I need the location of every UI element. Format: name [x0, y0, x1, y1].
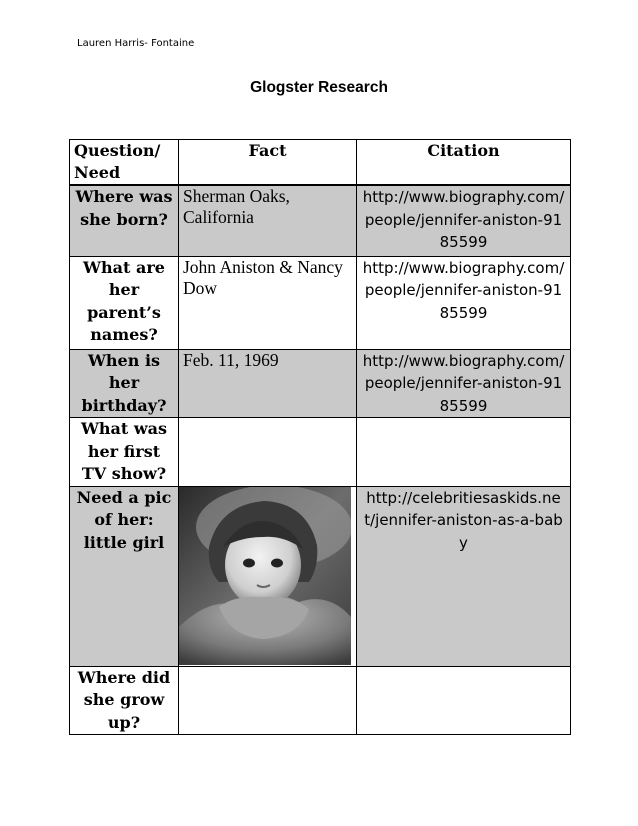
fact-cell	[179, 418, 357, 487]
question-cell: What are her parent’s names?	[70, 256, 179, 349]
column-header-citation: Citation	[357, 140, 571, 186]
fact-cell: Sherman Oaks, California	[179, 185, 357, 256]
citation-cell: http://celebritiesaskids.net/jennifer-aniston-as-a-baby	[357, 486, 571, 666]
citation-cell: http://www.biography.com/people/jennifer-aniston-9185599	[357, 349, 571, 418]
question-cell: What was her first TV show?	[70, 418, 179, 487]
question-cell: Where was she born?	[70, 185, 179, 256]
column-header-fact: Fact	[179, 140, 357, 186]
fact-cell	[179, 666, 357, 735]
question-cell: Need a pic of her: little girl	[70, 486, 179, 666]
child-photo	[179, 487, 351, 665]
citation-cell	[357, 418, 571, 487]
research-table	[69, 139, 571, 735]
question-cell: Where did she grow up?	[70, 666, 179, 735]
citation-cell: http://www.biography.com/people/jennifer-aniston-9185599	[357, 185, 571, 256]
table-header-row	[70, 140, 571, 186]
photo-cell	[179, 486, 357, 666]
table-row	[70, 486, 571, 666]
table-row	[70, 349, 571, 418]
column-header-question: Question/ Need	[70, 140, 179, 186]
question-cell: When is her birthday?	[70, 349, 179, 418]
table-row	[70, 256, 571, 349]
fact-cell: John Aniston & Nancy Dow	[179, 256, 357, 349]
table-row	[70, 666, 571, 735]
citation-cell	[357, 666, 571, 735]
document-author: Lauren Harris- Fontaine	[77, 38, 195, 49]
fact-cell: Feb. 11, 1969	[179, 349, 357, 418]
table-row	[70, 418, 571, 487]
document-title: Glogster Research	[250, 79, 388, 96]
table-row	[70, 185, 571, 256]
citation-cell: http://www.biography.com/people/jennifer-aniston-9185599	[357, 256, 571, 349]
